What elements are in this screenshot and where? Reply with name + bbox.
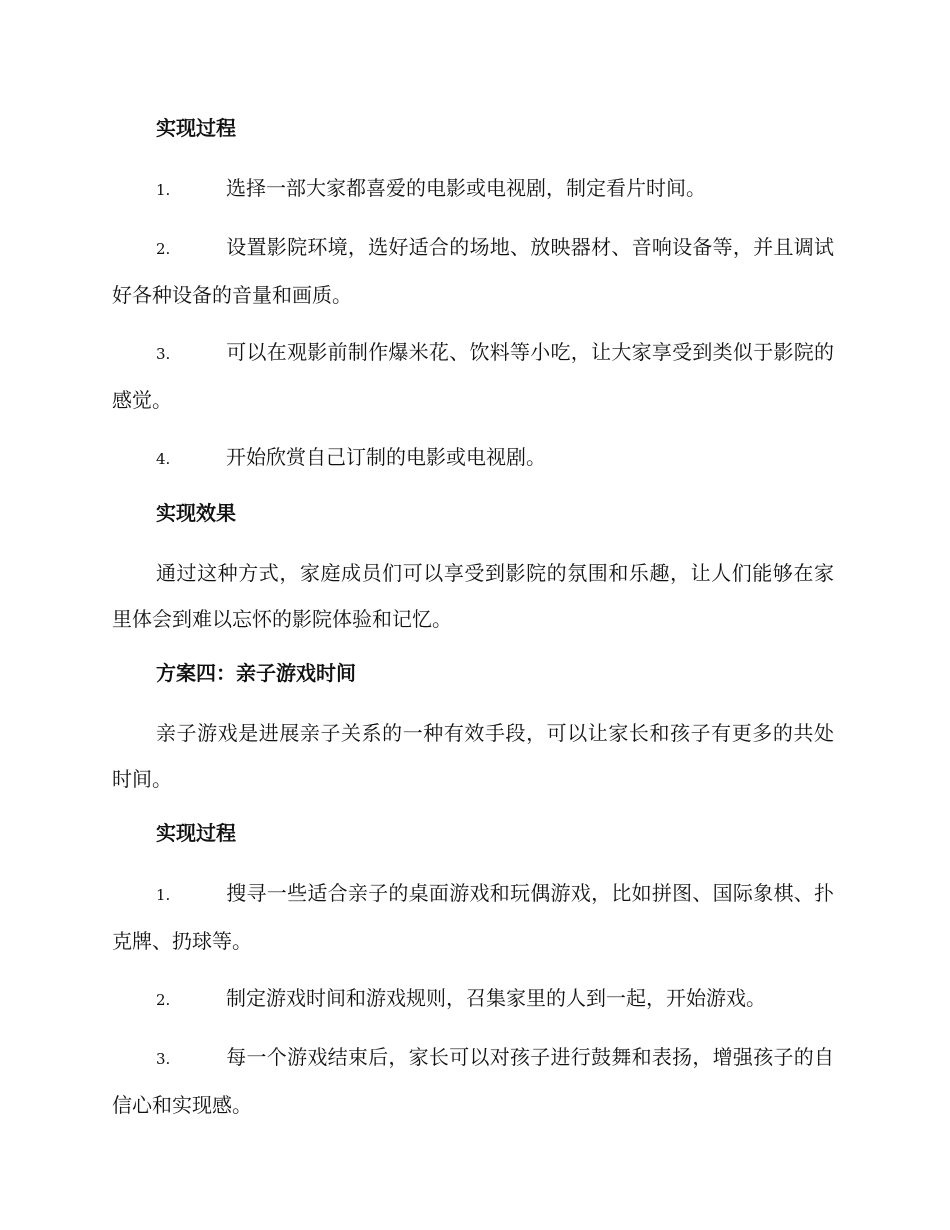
list-item-text: 每一个游戏结束后，家长可以对孩子进行鼓舞和表扬，增强孩子的自信心和实现感。 [112,1045,834,1117]
section-heading-effect: 实现效果 [156,501,236,525]
list-item-text: 开始欣赏自己订制的电影或电视剧。 [226,445,546,469]
list-item-number: 2. [156,240,171,258]
list-item-text: 可以在观影前制作爆米花、饮料等小吃，让大家享受到类似于影院的感觉。 [112,340,834,412]
section-heading-process: 实现过程 [156,116,236,140]
list-item-number: 3. [156,345,171,363]
list-item [112,870,834,964]
list-item-text: 制定游戏时间和游戏规则，召集家里的人到一起，开始游戏。 [226,986,766,1010]
plan-four-paragraph: 亲子游戏是进展亲子关系的一种有效手段，可以让家长和孩子有更多的共处时间。 [112,721,834,791]
list-item [112,434,834,482]
list-item-text: 设置影院环境，选好适合的场地、放映器材、音响设备等，并且调试好各种设备的音量和画质。 [112,235,834,307]
list-item [112,224,834,318]
list-item [112,329,834,423]
list-item-number: 1. [156,181,171,199]
effect-paragraph: 通过这种方式，家庭成员们可以享受到影院的氛围和乐趣，让人们能够在家里体会到难以忘怀的影院体验和记忆。 [112,561,834,631]
list-item [112,165,834,213]
section-heading-process-2: 实现过程 [156,821,236,845]
list-item-number: 4. [156,450,171,468]
list-item-text: 搜寻一些适合亲子的桌面游戏和玩偶游戏，比如拼图、国际象棋、扑克牌、扔球等。 [112,881,834,953]
list-item [112,975,834,1023]
section-heading-plan-four: 方案四：亲子游戏时间 [156,661,356,685]
list-item [112,1034,834,1128]
list-item-text: 选择一部大家都喜爱的电影或电视剧，制定看片时间。 [226,176,706,200]
list-item-number: 3. [156,1050,171,1068]
list-item-number: 1. [156,886,171,904]
list-item-number: 2. [156,991,171,1009]
document-page [112,108,834,1139]
